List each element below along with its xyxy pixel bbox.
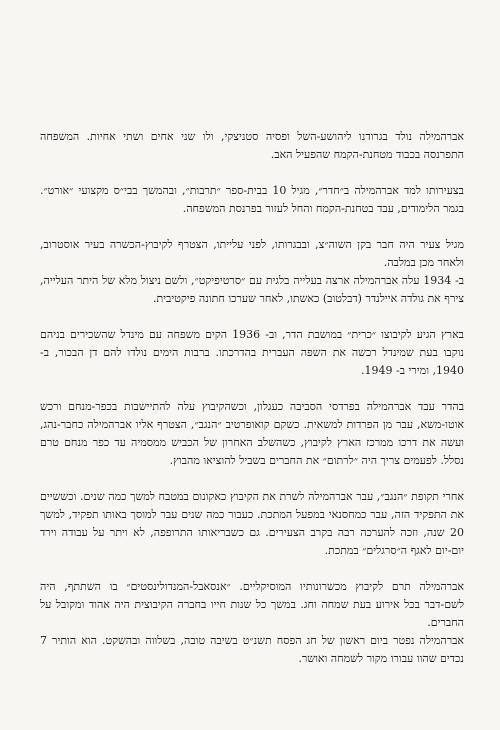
paragraph-spacer xyxy=(40,380,464,398)
paragraph-work-driver: בהדר עבד אברהמילה בפרדסי הסביבה כעגלון, וכשהקיבוץ עלה להתיישבות בכפר-מנחם ורכש אוטו-משא, עבר מן הפרדות למשאית. כשקם קואופרטיב ״הנגב״, הצטרף אליו אברהמילה כחבר-נהג, ועשה את דרכו ממרכז הארץ לקיבוץ, כשהשלב האחרון של הכביש ממסמיה עד כפר מנחם טרם נסלל. לפעמים צריך היה ״לרתום״ את החברים בשביל להוציאו מהבוץ. xyxy=(40,400,464,467)
paragraph-music: אברהמילה תרם לקיבוץ מכשרונותיו המוסיקליים. ״אנסאבל-המנדולינסטים״ בו השתתף, היה לשם-דבר בכל אירוע בעת שמחה וחג. במשך כל שנות חייו בחברה הקיבוצית היה אהוד ומקובל על החברים. xyxy=(40,580,464,629)
paragraph-spacer xyxy=(40,218,464,236)
paragraph-spacer xyxy=(40,560,464,578)
paragraph-spacer xyxy=(40,164,464,182)
paragraph-education: בצעירותו למד אברהמילה ב״חדר״, מגיל 10 בבית-ספר ״תרבות״, ובהמשך בבי״ס מקצועי ״אורט״. בגמר הלימודים, עבד בטחנת-הקמח והחל לעזור בפרנסת המשפחה. xyxy=(40,184,464,215)
paragraph-youth-movement: מגיל צעיר היה חבר בקן השוה״צ, ובבגרותו, לפני עלייתו, הצטרף לקיבוץ-הכשרה בעיר אוסטרוב, ולאחר מכן במלבה. xyxy=(40,238,464,269)
paragraph-kibbutz-family: בארץ הגיע לקיבוצו ״כרית״ במושבת הדר, וב- 1936 הקים משפחה עם מינדל שהשכירים בניהם נוקבו בעת שמינדל רכשה את השפה העברית בהדרכתו. ברבות הימים נולדו להם דן הבכור, ב- 1940, ומירי ב- 1949. xyxy=(40,328,464,377)
memorial-text xyxy=(40,128,464,668)
paragraph-passing: אברהמילה נפטר ביום ראשון של חג הפסח תשנ״ט בשיבה טובה, בשלווה ובהשקט. הוא הותיר 7 נכדים שהוו עבורו מקור לשמחה ואושר. xyxy=(40,634,464,665)
paragraph-kibbutz-roles: אחרי תקופת ״הנגב״, עבר אברהמילה לשרת את הקיבוץ כאקונום במטבח למשך כמה שנים. וכששיים את התפקיד הזה, עבר כמחסנאי במפעל המתכת. כעבור כמה שנים עבר למוסך באותו תפקיד, למשך 20 שנה, וזכה להערכה רבה בקרב הצעירים. גם כשבריאותו התרופפה, לא ויתר על עבודה וירד יום-יום לאגף ה״סרגלים״ במתכת. xyxy=(40,490,465,557)
paragraph-family-origin: אברהמילה נולד בגרודנו ליהושע-השל ופסיה סטניצקי, ולו שני אחים ושתי אחיות. המשפחה התפרנסה בכבוד מטחנת-הקמח שהפעיל האב. xyxy=(40,130,464,161)
paragraph-immigration: ב- 1934 עלה אברהמילה ארצה בעלייה בלגית עם ״סרטיפיקט״, ולשם ניצול מלא של היתר העלייה, צירף את גולדה איילנדר (דבלטוב) כאשתו, לאחר שערכו חתונה פיקטיבית. xyxy=(40,274,465,305)
paragraph-spacer xyxy=(40,470,464,488)
paragraph-spacer xyxy=(40,308,464,326)
